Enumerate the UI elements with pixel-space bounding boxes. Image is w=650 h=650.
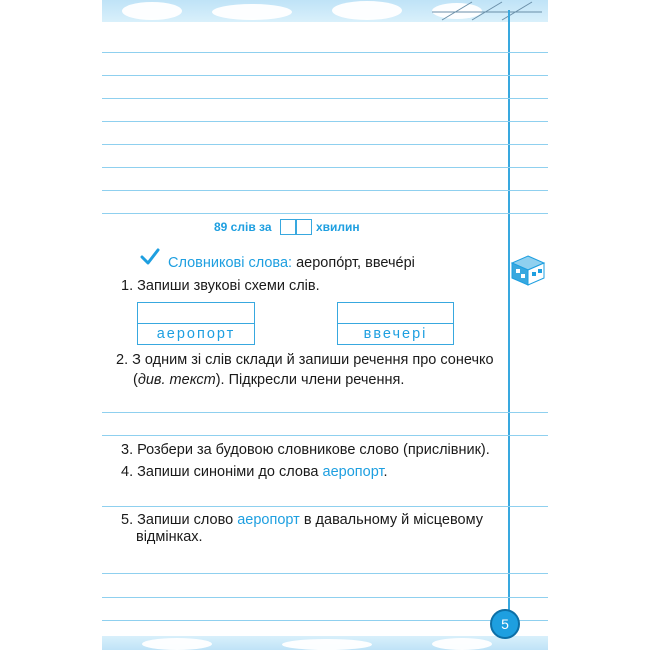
sound-scheme-area[interactable] xyxy=(338,303,453,324)
ruled-line xyxy=(102,167,548,168)
cloud-decoration xyxy=(332,1,402,20)
dictionary-words: аеропо́рт, ввече́рі xyxy=(296,255,415,271)
task-5-text: 5. Запиши слово xyxy=(121,512,238,528)
top-sky-banner xyxy=(102,0,548,22)
cloud-decoration xyxy=(142,638,212,650)
ruled-line xyxy=(102,412,548,413)
sound-scheme-box-1[interactable] xyxy=(137,302,255,345)
speed-minutes-label: хвилин xyxy=(316,220,360,234)
cloud-decoration xyxy=(212,4,292,20)
ruled-line xyxy=(102,190,548,191)
task-5-line-1 xyxy=(121,511,483,529)
ruled-line xyxy=(102,213,548,214)
ruled-line xyxy=(102,573,548,574)
cloud-decoration xyxy=(122,2,182,20)
task-2-line-1: 2. З одним зі слів склади й запиши речення про сонечко xyxy=(116,352,494,368)
sound-scheme-area[interactable] xyxy=(138,303,254,324)
page-number: 5 xyxy=(490,609,520,639)
task-5-line-2: відмінках. xyxy=(136,529,203,545)
pencil-lines-decoration xyxy=(432,0,542,22)
cube-icon xyxy=(510,254,546,286)
cloud-decoration xyxy=(282,639,372,650)
ruled-line xyxy=(102,121,548,122)
task-4-word: аеропорт xyxy=(322,464,384,480)
sound-scheme-box-2[interactable] xyxy=(337,302,454,345)
task-5-text-end: в давальному й місцевому xyxy=(299,512,483,528)
ruled-line xyxy=(102,506,548,507)
sound-scheme-word-2: ввечері xyxy=(363,326,428,342)
ruled-line xyxy=(102,98,548,99)
margin-line xyxy=(508,10,510,636)
ruled-line xyxy=(102,52,548,53)
sound-scheme-word-1: аеропорт xyxy=(156,326,236,342)
ruled-line xyxy=(102,435,548,436)
ruled-line xyxy=(102,75,548,76)
dictionary-words-line xyxy=(168,254,415,272)
checkmark-icon xyxy=(140,248,160,266)
task-2-reference: див. текст xyxy=(137,372,216,388)
ruled-line xyxy=(102,144,548,145)
bottom-sky-banner xyxy=(102,636,548,650)
speed-words-label: 89 слів за xyxy=(214,220,272,234)
dictionary-label: Словникові слова: xyxy=(168,255,293,271)
ruled-line xyxy=(102,597,548,598)
paren: ( xyxy=(133,372,138,388)
cloud-decoration xyxy=(432,638,492,650)
task-4-text: 4. Запиши синоніми до слова xyxy=(121,464,323,480)
task-2-instruction: ). Підкресли члени речення. xyxy=(215,372,405,388)
period: . xyxy=(383,464,388,480)
task-3: 3. Розбери за будовою словникове слово (прислівник). xyxy=(121,442,490,458)
task-5-word: аеропорт xyxy=(237,512,300,528)
minutes-input-box[interactable] xyxy=(280,219,312,235)
task-4 xyxy=(121,463,388,481)
ruled-line xyxy=(102,620,548,621)
task-2-line-2 xyxy=(133,371,404,389)
task-1: 1. Запиши звукові схеми слів. xyxy=(121,278,320,294)
